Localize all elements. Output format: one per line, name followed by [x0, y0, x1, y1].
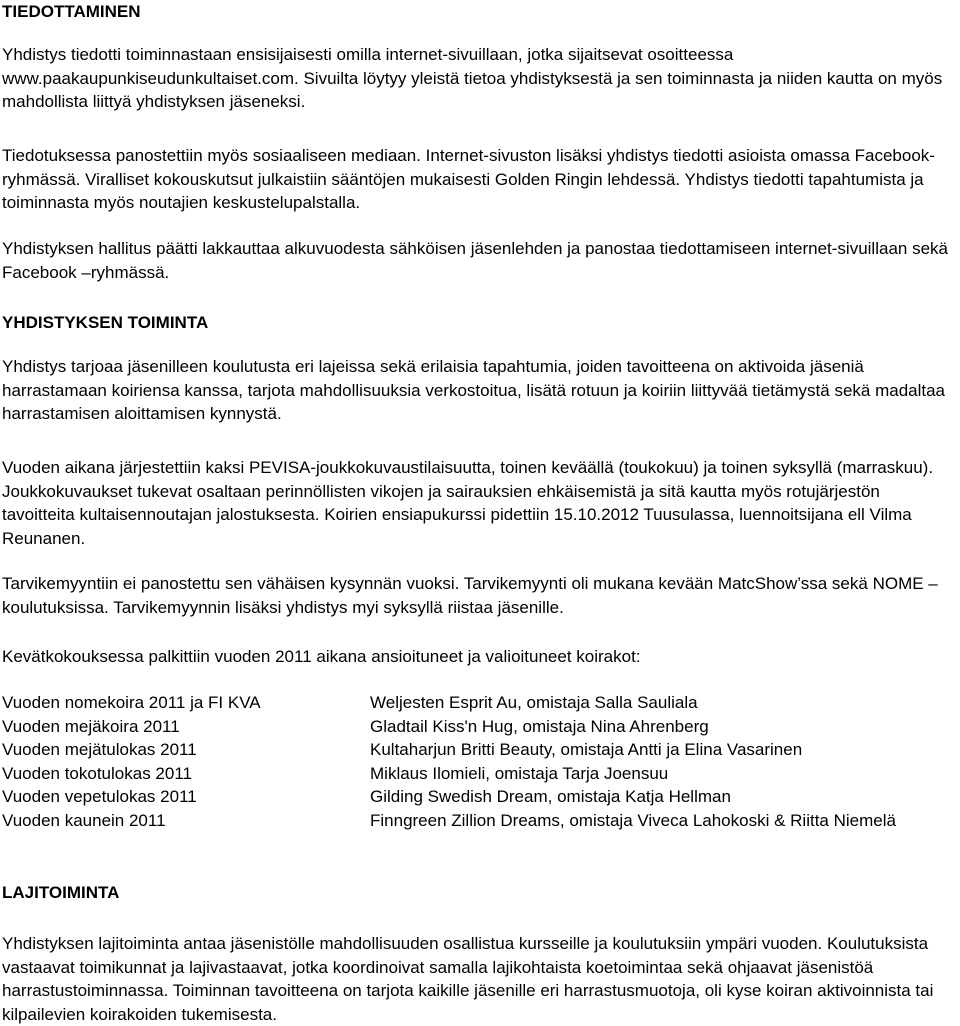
paragraph-tiedottaminen-3: Yhdistyksen hallitus päätti lakkauttaa alkuvuodesta sähköisen jäsenlehden ja panostaa tiedottamiseen internet-sivuillaan sekä Facebook –ryhmässä.	[2, 239, 948, 282]
award-row	[2, 762, 957, 786]
award-row	[2, 691, 957, 715]
award-category: Vuoden tokotulokas 2011	[2, 763, 192, 783]
award-row	[2, 809, 957, 833]
award-winner: Gladtail Kiss'n Hug, omistaja Nina Ahrenberg	[370, 716, 709, 736]
award-category: Vuoden kaunein 2011	[2, 810, 166, 830]
paragraph-toiminta-3: Tarvikemyyntiin ei panostettu sen vähäisen kysynnän vuoksi. Tarvikemyynti oli mukana kevään MatcShow’ssa sekä NOME –koulutuksissa. Tarvikemyynnin lisäksi yhdistys myi syksyllä riistaa jäsenille.	[2, 574, 938, 617]
award-category: Vuoden nomekoira 2011 ja FI KVA	[2, 693, 261, 712]
award-row	[2, 738, 957, 762]
award-row	[2, 715, 957, 739]
award-winner: Miklaus Ilomieli, omistaja Tarja Joensuu	[370, 763, 669, 783]
award-winner: Finngreen Zillion Dreams, omistaja Viveca Lahokoski & Riitta Niemelä	[370, 810, 896, 830]
award-category: Vuoden mejätulokas 2011	[2, 740, 197, 759]
award-winner: Kultaharjun Britti Beauty, omistaja Antti ja Elina Vasarinen	[370, 740, 803, 759]
award-winner: Weljesten Esprit Au, omistaja Salla Sauliala	[370, 693, 698, 712]
award-winner: Gilding Swedish Dream, omistaja Katja Hellman	[370, 787, 731, 806]
section-heading-tiedottaminen: TIEDOTTAMINEN	[2, 2, 141, 21]
paragraph-lajitoiminta-1: Yhdistyksen lajitoiminta antaa jäsenistölle mahdollisuuden osallistua kursseille ja koulutuksiin ympäri vuoden. Koulutuksista vastaavat toimikunnat ja lajivastaavat, jotka koordinoivat samalla lajikohtaista koetoimintaa sekä ohjaavat jäsenistöä harrastustoiminnassa. Toiminnan tavoitteena on tarjota kaikille jäsenille eri harrastusmuotoja, oli kyse koiran aktivoinnista tai kilpailevien koirakoiden tukemisesta.	[2, 934, 934, 1024]
paragraph-toiminta-1: Yhdistys tarjoaa jäsenilleen koulutusta eri lajeissa sekä erilaisia tapahtumia, joiden tavoitteena on aktivoida jäseniä harrastamaan koiriensa kanssa, tarjota mahdollisuuksia verkostoitua, lisätä rotuun ja koiriin liittyvää tietämystä sekä madaltaa harrastamisen aloittamisen kynnystä.	[2, 357, 946, 423]
award-row	[2, 785, 957, 809]
paragraph-toiminta-2: Vuoden aikana järjestettiin kaksi PEVISA-joukkokuvaustilaisuutta, toinen keväällä (toukokuu) ja toinen syksyllä (marraskuu). Joukkokuvaukset tukevat osaltaan perinnöllisten vikojen ja sairauksien ehkäisemistä ja sitä kautta myös rotujärjestön tavoitteita kultaisennoutajan jalostuksesta. Koirien ensiapukurssi pidettiin 15.10.2012 Tuusulassa, luennoitsijana ell Vilma Reunanen.	[2, 458, 934, 548]
section-heading-toiminta: YHDISTYKSEN TOIMINTA	[2, 313, 209, 332]
award-category: Vuoden mejäkoira 2011	[2, 716, 180, 736]
paragraph-tiedottaminen-2: Tiedotuksessa panostettiin myös sosiaaliseen mediaan. Internet-sivuston lisäksi yhdistys tiedotti asioista omassa Facebook-ryhmässä. Viralliset kokouskutsut julkaistiin sääntöjen mukaisesti Golden Ringin lehdessä. Yhdistys tiedotti tapahtumista ja toiminnasta myös noutajien keskustelupalstalla.	[2, 146, 935, 212]
paragraph-tiedottaminen-1: Yhdistys tiedotti toiminnastaan ensisijaisesti omilla internet-sivuillaan, jotka sijaitsevat osoitteessa www.paakaupunkiseudunkultaiset.com. Sivuilta löytyy yleistä tietoa yhdistyksestä ja sen toiminnasta ja niiden kautta on myös mahdollista liittyä yhdistyksen jäseneksi.	[2, 45, 943, 111]
awards-list	[2, 691, 957, 832]
award-category: Vuoden vepetulokas 2011	[2, 787, 197, 806]
section-heading-lajitoiminta: LAJITOIMINTA	[2, 883, 120, 902]
paragraph-toiminta-4: Kevätkokouksessa palkittiin vuoden 2011 aikana ansioituneet ja valioituneet koirakot:	[2, 647, 641, 666]
